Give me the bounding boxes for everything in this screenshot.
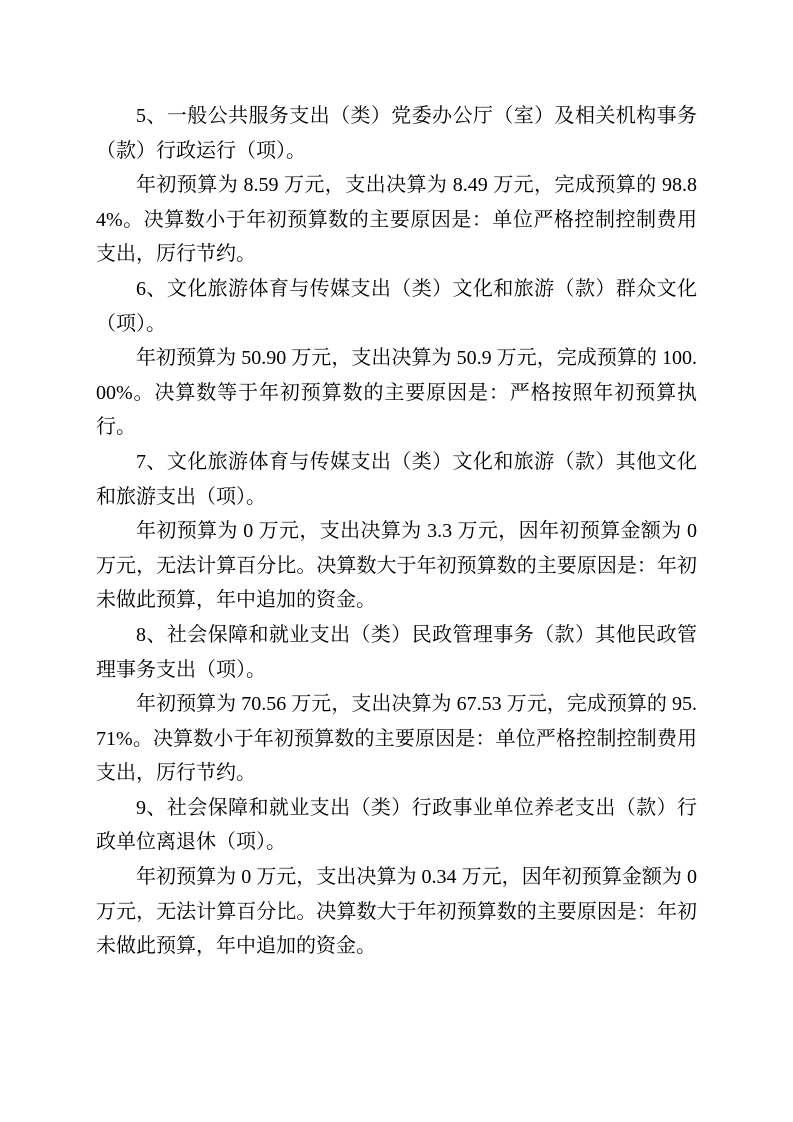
section-9-body-paragraph: 年初预算为 0 万元，支出决算为 0.34 万元，因年初预算金额为 0 万元，无法计算百分比。决算数大于年初预算数的主要原因是：年初未做此预算，年中追加的资金。: [96, 866, 697, 958]
section-9-heading-paragraph: 9、社会保障和就业支出（类）行政事业单位养老支出（款）行政单位离退休（项）。: [96, 796, 697, 854]
section-8-body-paragraph: 年初预算为 70.56 万元，支出决算为 67.53 万元，完成预算的 95.71%。决算数小于年初预算数的主要原因是：单位严格控制控制费用支出，厉行节约。: [96, 693, 697, 785]
section-7-body-paragraph: 年初预算为 0 万元，支出决算为 3.3 万元，因年初预算金额为 0 万元，无法计算百分比。决算数大于年初预算数的主要原因是：年初未做此预算，年中追加的资金。: [96, 520, 697, 612]
document-body: [96, 99, 697, 964]
budget-section-9: [96, 791, 697, 964]
budget-section-8: [96, 618, 697, 791]
budget-section-6: [96, 272, 697, 445]
section-6-heading-paragraph: 6、文化旅游体育与传媒支出（类）文化和旅游（款）群众文化（项）。: [96, 277, 697, 335]
section-5-heading-paragraph: 5、一般公共服务支出（类）党委办公厅（室）及相关机构事务（款）行政运行（项）。: [96, 105, 697, 162]
budget-section-5: [96, 99, 697, 272]
section-7-heading-paragraph: 7、文化旅游体育与传媒支出（类）文化和旅游（款）其他文化和旅游支出（项）。: [96, 450, 697, 508]
section-6-body-paragraph: 年初预算为 50.90 万元，支出决算为 50.9 万元，完成预算的 100.00%。决算数等于年初预算数的主要原因是：严格按照年初预算执行。: [96, 347, 697, 439]
budget-section-7: [96, 445, 697, 618]
section-8-heading-paragraph: 8、社会保障和就业支出（类）民政管理事务（款）其他民政管理事务支出（项）。: [96, 623, 697, 681]
section-5-body-paragraph: 年初预算为 8.59 万元，支出决算为 8.49 万元，完成预算的 98.84%。决算数小于年初预算数的主要原因是：单位严格控制控制费用支出，厉行节约。: [96, 174, 697, 266]
